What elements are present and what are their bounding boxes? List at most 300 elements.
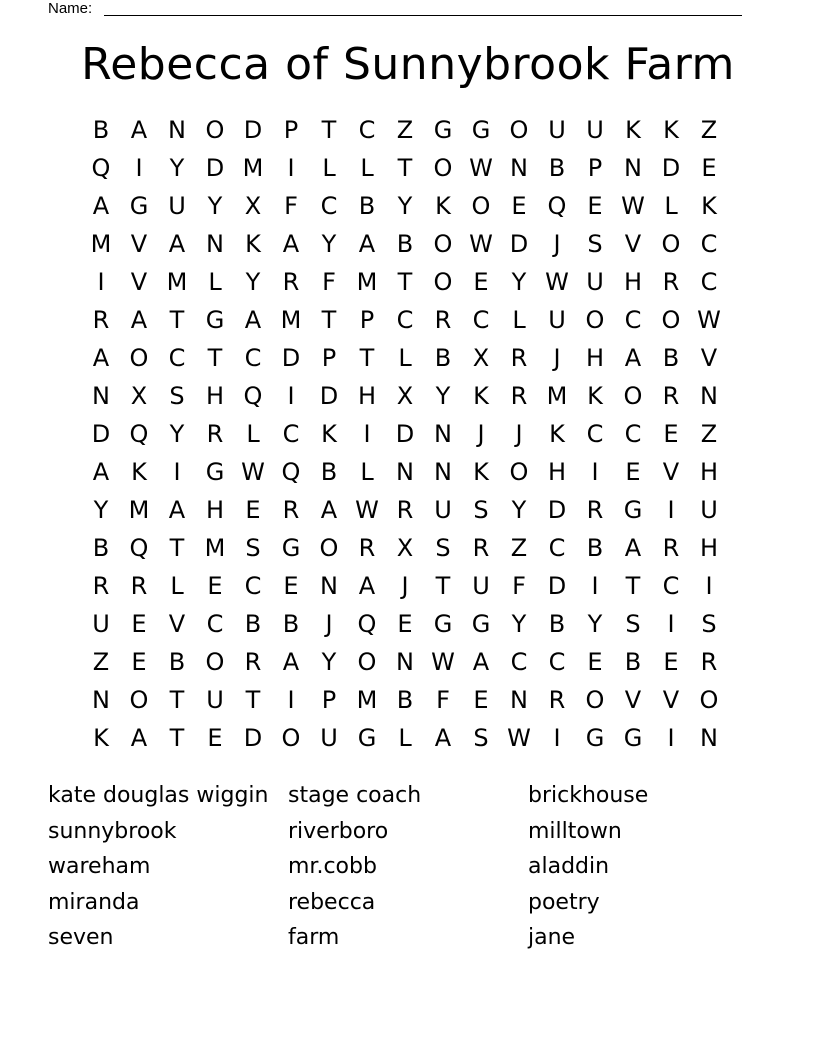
- grid-letter: R: [206, 420, 224, 448]
- grid-letter: T: [169, 686, 185, 714]
- grid-letter: Q: [129, 420, 149, 448]
- grid-letter: N: [434, 420, 452, 448]
- grid-letter: C: [624, 306, 642, 334]
- grid-letter: A: [92, 344, 110, 372]
- grid-letter: C: [244, 572, 262, 600]
- grid-letter: A: [320, 496, 338, 524]
- grid-letter: W: [697, 306, 721, 334]
- grid-letter: H: [547, 458, 567, 486]
- grid-letter: O: [205, 648, 225, 676]
- grid-letter: F: [512, 572, 526, 600]
- grid-letter: X: [396, 534, 414, 562]
- grid-letter: N: [396, 648, 414, 676]
- grid-letter: D: [205, 154, 225, 182]
- grid-letter: A: [130, 724, 148, 752]
- grid-letter: R: [700, 648, 718, 676]
- grid-letter: K: [625, 116, 641, 144]
- grid-letter: M: [356, 268, 378, 296]
- grid-letter: B: [396, 686, 414, 714]
- grid-letter: R: [396, 496, 414, 524]
- grid-letter: K: [93, 724, 109, 752]
- grid-letter: F: [436, 686, 450, 714]
- grid-letter: Y: [511, 610, 527, 638]
- grid-letter: W: [431, 648, 455, 676]
- grid-letter: P: [283, 116, 299, 144]
- grid-letter: E: [283, 572, 299, 600]
- grid-letter: R: [662, 382, 680, 410]
- grid-letter: M: [546, 382, 568, 410]
- grid-letter: M: [242, 154, 264, 182]
- grid-letter: E: [245, 496, 261, 524]
- grid-letter: C: [548, 534, 566, 562]
- grid-letter: T: [321, 306, 337, 334]
- grid-letter: J: [553, 230, 561, 258]
- grid-letter: B: [244, 610, 262, 638]
- grid-letter: R: [282, 496, 300, 524]
- grid-letter: K: [701, 192, 717, 220]
- grid-letter: F: [284, 192, 298, 220]
- grid-letter: O: [129, 344, 149, 372]
- grid-letter: V: [662, 686, 680, 714]
- grid-letter: E: [131, 610, 147, 638]
- grid-letter: A: [282, 230, 300, 258]
- grid-letter: X: [130, 382, 148, 410]
- grid-letter: E: [625, 458, 641, 486]
- grid-letter: O: [623, 382, 643, 410]
- grid-letter: T: [359, 344, 375, 372]
- grid-letter: K: [435, 192, 451, 220]
- grid-letter: P: [359, 306, 375, 334]
- grid-letter: D: [395, 420, 415, 448]
- grid-letter: Z: [92, 648, 110, 676]
- grid-letter: Y: [511, 496, 527, 524]
- grid-letter: G: [281, 534, 301, 562]
- grid-letter: O: [509, 458, 529, 486]
- grid-letter: V: [130, 268, 148, 296]
- grid-letter: Y: [587, 610, 603, 638]
- grid-letter: I: [667, 724, 675, 752]
- grid-letter: S: [473, 724, 489, 752]
- grid-letter: E: [587, 648, 603, 676]
- grid-letter: T: [397, 268, 413, 296]
- grid-letter: C: [320, 192, 338, 220]
- grid-letter: J: [553, 344, 561, 372]
- grid-letter: C: [510, 648, 528, 676]
- word-list-item: milltown: [528, 818, 622, 844]
- grid-letter: Y: [169, 154, 185, 182]
- grid-letter: I: [591, 458, 599, 486]
- grid-letter: B: [358, 192, 376, 220]
- grid-letter: B: [548, 610, 566, 638]
- grid-letter: U: [320, 724, 338, 752]
- grid-letter: U: [586, 268, 604, 296]
- grid-letter: I: [287, 686, 295, 714]
- grid-letter: C: [472, 306, 490, 334]
- grid-letter: Q: [243, 382, 263, 410]
- grid-letter: C: [358, 116, 376, 144]
- grid-letter: M: [204, 534, 226, 562]
- grid-letter: E: [511, 192, 527, 220]
- grid-letter: W: [507, 724, 531, 752]
- grid-letter: O: [319, 534, 339, 562]
- grid-letter: G: [433, 116, 453, 144]
- grid-letter: O: [433, 230, 453, 258]
- grid-letter: H: [585, 344, 605, 372]
- grid-letter: E: [473, 686, 489, 714]
- grid-letter: A: [624, 534, 642, 562]
- grid-letter: P: [321, 344, 337, 372]
- grid-letter: I: [667, 496, 675, 524]
- grid-letter: W: [545, 268, 569, 296]
- grid-letter: R: [92, 306, 110, 334]
- grid-letter: U: [472, 572, 490, 600]
- grid-letter: I: [135, 154, 143, 182]
- grid-letter: C: [624, 420, 642, 448]
- grid-letter: W: [469, 230, 493, 258]
- grid-letter: K: [473, 458, 489, 486]
- grid-letter: R: [358, 534, 376, 562]
- grid-letter: N: [92, 686, 110, 714]
- grid-letter: L: [360, 154, 374, 182]
- grid-letter: K: [549, 420, 565, 448]
- grid-letter: S: [169, 382, 185, 410]
- grid-letter: I: [667, 610, 675, 638]
- grid-letter: W: [355, 496, 379, 524]
- grid-letter: T: [625, 572, 641, 600]
- grid-letter: E: [473, 268, 489, 296]
- grid-letter: L: [398, 724, 412, 752]
- grid-letter: M: [90, 230, 112, 258]
- grid-letter: N: [396, 458, 414, 486]
- grid-letter: L: [322, 154, 336, 182]
- grid-letter: S: [473, 496, 489, 524]
- grid-letter: Z: [700, 420, 718, 448]
- grid-letter: O: [433, 268, 453, 296]
- grid-letter: A: [168, 496, 186, 524]
- word-list-item: mr.cobb: [288, 854, 377, 880]
- grid-letter: N: [510, 686, 528, 714]
- grid-letter: E: [131, 648, 147, 676]
- grid-letter: K: [587, 382, 603, 410]
- grid-letter: G: [205, 458, 225, 486]
- grid-letter: P: [321, 686, 337, 714]
- grid-letter: O: [433, 154, 453, 182]
- grid-letter: W: [621, 192, 645, 220]
- grid-letter: M: [356, 686, 378, 714]
- grid-letter: B: [168, 648, 186, 676]
- grid-letter: D: [661, 154, 681, 182]
- grid-letter: Y: [207, 192, 223, 220]
- grid-letter: H: [699, 458, 719, 486]
- grid-letter: A: [282, 648, 300, 676]
- grid-letter: L: [664, 192, 678, 220]
- word-list-item: sunnybrook: [48, 818, 177, 844]
- grid-letter: A: [244, 306, 262, 334]
- grid-letter: U: [700, 496, 718, 524]
- grid-letter: Y: [93, 496, 109, 524]
- grid-letter: T: [207, 344, 223, 372]
- page-title: Rebecca of Sunnybrook Farm: [81, 39, 735, 90]
- grid-letter: Y: [397, 192, 413, 220]
- grid-letter: N: [624, 154, 642, 182]
- grid-letter: K: [473, 382, 489, 410]
- grid-letter: E: [663, 420, 679, 448]
- grid-letter: O: [661, 230, 681, 258]
- grid-letter: T: [397, 154, 413, 182]
- grid-letter: A: [472, 648, 490, 676]
- grid-letter: M: [128, 496, 150, 524]
- grid-letter: G: [205, 306, 225, 334]
- grid-letter: Q: [357, 610, 377, 638]
- grid-letter: R: [662, 268, 680, 296]
- grid-letter: B: [624, 648, 642, 676]
- grid-letter: A: [130, 306, 148, 334]
- grid-letter: V: [624, 686, 642, 714]
- grid-letter: Q: [129, 534, 149, 562]
- name-label: Name:: [48, 0, 93, 17]
- grid-letter: Q: [91, 154, 111, 182]
- grid-letter: S: [625, 610, 641, 638]
- grid-letter: I: [591, 572, 599, 600]
- grid-letter: Z: [510, 534, 528, 562]
- grid-letter: H: [205, 382, 225, 410]
- word-list-item: poetry: [528, 889, 600, 915]
- grid-letter: R: [548, 686, 566, 714]
- grid-letter: P: [587, 154, 603, 182]
- grid-letter: C: [206, 610, 224, 638]
- grid-letter: G: [623, 724, 643, 752]
- grid-letter: O: [205, 116, 225, 144]
- word-search-grid: [82, 111, 728, 757]
- grid-letter: A: [434, 724, 452, 752]
- grid-letter: G: [471, 116, 491, 144]
- grid-letter: L: [398, 344, 412, 372]
- name-underline: [104, 15, 742, 16]
- grid-letter: H: [357, 382, 377, 410]
- grid-letter: Y: [321, 648, 337, 676]
- grid-letter: U: [92, 610, 110, 638]
- grid-letter: G: [129, 192, 149, 220]
- word-list-item: jane: [528, 925, 576, 951]
- grid-letter: O: [509, 116, 529, 144]
- grid-letter: J: [325, 610, 333, 638]
- grid-letter: D: [509, 230, 529, 258]
- grid-letter: B: [434, 344, 452, 372]
- grid-letter: Q: [547, 192, 567, 220]
- grid-letter: D: [547, 496, 567, 524]
- grid-letter: T: [169, 306, 185, 334]
- word-list-item: brickhouse: [528, 783, 649, 808]
- word-list-item: stage coach: [288, 783, 422, 808]
- grid-letter: C: [244, 344, 262, 372]
- word-list-item: kate douglas wiggin: [48, 783, 269, 808]
- grid-letter: N: [92, 382, 110, 410]
- grid-letter: N: [168, 116, 186, 144]
- grid-letter: U: [434, 496, 452, 524]
- grid-letter: U: [586, 116, 604, 144]
- grid-letter: N: [206, 230, 224, 258]
- grid-letter: O: [699, 686, 719, 714]
- grid-letter: T: [169, 724, 185, 752]
- grid-letter: D: [243, 724, 263, 752]
- grid-letter: U: [168, 192, 186, 220]
- grid-letter: G: [433, 610, 453, 638]
- grid-letter: V: [662, 458, 680, 486]
- grid-letter: C: [700, 230, 718, 258]
- grid-letter: E: [701, 154, 717, 182]
- grid-letter: Y: [321, 230, 337, 258]
- grid-letter: B: [396, 230, 414, 258]
- grid-letter: B: [92, 116, 110, 144]
- grid-letter: L: [170, 572, 184, 600]
- grid-letter: T: [321, 116, 337, 144]
- grid-letter: E: [207, 724, 223, 752]
- grid-letter: C: [282, 420, 300, 448]
- grid-letter: S: [587, 230, 603, 258]
- grid-letter: O: [129, 686, 149, 714]
- grid-letter: C: [662, 572, 680, 600]
- grid-letter: G: [585, 724, 605, 752]
- grid-letter: I: [173, 458, 181, 486]
- grid-letter: B: [662, 344, 680, 372]
- grid-letter: X: [472, 344, 490, 372]
- grid-letter: R: [282, 268, 300, 296]
- grid-letter: L: [512, 306, 526, 334]
- grid-letter: O: [585, 686, 605, 714]
- grid-letter: R: [92, 572, 110, 600]
- grid-letter: R: [472, 534, 490, 562]
- grid-letter: B: [586, 534, 604, 562]
- grid-letter: L: [246, 420, 260, 448]
- word-list-item: aladdin: [528, 854, 610, 880]
- grid-letter: I: [553, 724, 561, 752]
- grid-letter: D: [319, 382, 339, 410]
- grid-letter: Y: [435, 382, 451, 410]
- grid-letter: V: [700, 344, 718, 372]
- grid-letter: N: [320, 572, 338, 600]
- grid-letter: U: [206, 686, 224, 714]
- grid-letter: C: [548, 648, 566, 676]
- grid-letter: S: [701, 610, 717, 638]
- grid-letter: C: [586, 420, 604, 448]
- grid-letter: K: [321, 420, 337, 448]
- grid-letter: C: [396, 306, 414, 334]
- grid-letter: M: [280, 306, 302, 334]
- grid-letter: D: [91, 420, 111, 448]
- grid-letter: J: [477, 420, 485, 448]
- grid-letter: V: [624, 230, 642, 258]
- grid-letter: J: [515, 420, 523, 448]
- grid-letter: Z: [700, 116, 718, 144]
- grid-letter: B: [320, 458, 338, 486]
- grid-letter: A: [624, 344, 642, 372]
- word-list-item: seven: [48, 925, 114, 951]
- grid-letter: D: [281, 344, 301, 372]
- grid-letter: R: [434, 306, 452, 334]
- grid-letter: E: [207, 572, 223, 600]
- grid-letter: R: [586, 496, 604, 524]
- grid-letter: O: [661, 306, 681, 334]
- grid-letter: B: [92, 534, 110, 562]
- grid-letter: Y: [169, 420, 185, 448]
- grid-letter: S: [245, 534, 261, 562]
- grid-letter: R: [662, 534, 680, 562]
- grid-letter: B: [548, 154, 566, 182]
- grid-letter: B: [282, 610, 300, 638]
- grid-letter: E: [587, 192, 603, 220]
- grid-letter: V: [168, 610, 186, 638]
- grid-letter: I: [705, 572, 713, 600]
- grid-letter: K: [131, 458, 147, 486]
- grid-letter: I: [287, 154, 295, 182]
- grid-letter: S: [435, 534, 451, 562]
- grid-letter: D: [547, 572, 567, 600]
- grid-letter: O: [585, 306, 605, 334]
- grid-letter: Y: [511, 268, 527, 296]
- grid-letter: K: [245, 230, 261, 258]
- grid-letter: A: [92, 458, 110, 486]
- grid-letter: T: [435, 572, 451, 600]
- grid-letter: H: [699, 534, 719, 562]
- grid-letter: O: [471, 192, 491, 220]
- grid-letter: C: [700, 268, 718, 296]
- grid-letter: K: [663, 116, 679, 144]
- word-list: [48, 778, 768, 958]
- grid-letter: T: [169, 534, 185, 562]
- grid-letter: E: [397, 610, 413, 638]
- grid-letter: W: [469, 154, 493, 182]
- grid-letter: D: [243, 116, 263, 144]
- word-list-item: miranda: [48, 889, 140, 915]
- grid-letter: A: [92, 192, 110, 220]
- grid-letter: A: [130, 116, 148, 144]
- grid-letter: V: [130, 230, 148, 258]
- grid-letter: F: [322, 268, 336, 296]
- grid-letter: X: [244, 192, 262, 220]
- grid-letter: G: [357, 724, 377, 752]
- grid-letter: U: [548, 306, 566, 334]
- word-list-item: farm: [288, 925, 340, 951]
- grid-letter: N: [700, 382, 718, 410]
- grid-letter: Q: [281, 458, 301, 486]
- grid-letter: T: [245, 686, 261, 714]
- grid-letter: U: [548, 116, 566, 144]
- grid-letter: J: [401, 572, 409, 600]
- grid-letter: O: [281, 724, 301, 752]
- grid-letter: C: [168, 344, 186, 372]
- grid-letter: R: [130, 572, 148, 600]
- grid-letter: A: [168, 230, 186, 258]
- word-list-item: rebecca: [288, 889, 376, 915]
- grid-letter: Z: [396, 116, 414, 144]
- grid-letter: W: [241, 458, 265, 486]
- grid-letter: X: [396, 382, 414, 410]
- name-field: [48, 0, 742, 18]
- grid-letter: R: [510, 382, 528, 410]
- grid-letter: L: [360, 458, 374, 486]
- grid-letter: H: [623, 268, 643, 296]
- grid-letter: H: [205, 496, 225, 524]
- grid-letter: I: [287, 382, 295, 410]
- grid-letter: A: [358, 572, 376, 600]
- grid-letter: E: [663, 648, 679, 676]
- grid-letter: R: [244, 648, 262, 676]
- grid-letter: G: [471, 610, 491, 638]
- grid-letter: I: [97, 268, 105, 296]
- grid-letter: G: [623, 496, 643, 524]
- grid-letter: A: [358, 230, 376, 258]
- grid-letter: O: [357, 648, 377, 676]
